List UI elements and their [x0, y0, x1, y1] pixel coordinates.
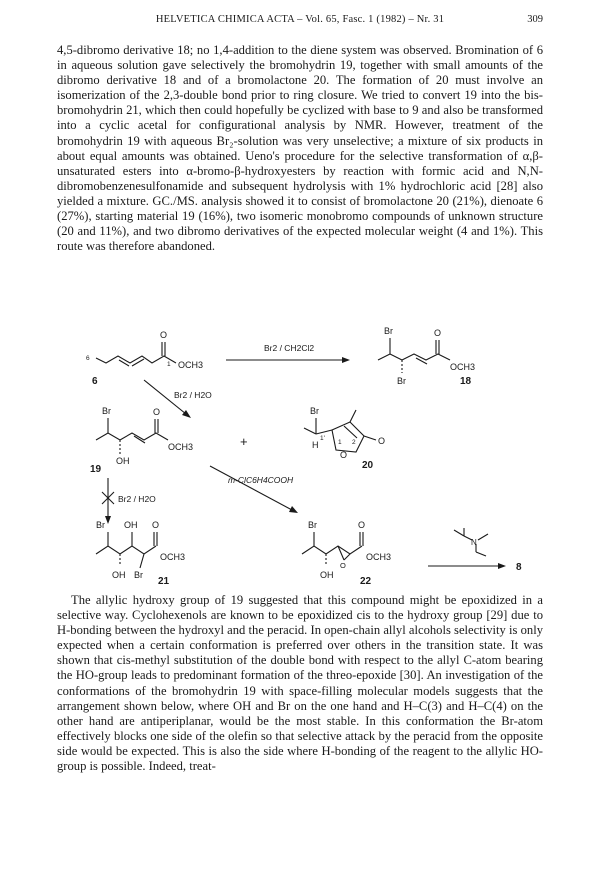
atom-o: O: [160, 330, 168, 340]
reagent-br2-h2o: Br2 / H2O: [174, 390, 212, 400]
compound-number-20: 20: [362, 460, 374, 471]
locant-1p: 1': [320, 435, 325, 442]
atom-o: O: [340, 561, 346, 570]
atom-o: O: [152, 520, 160, 530]
atom-n: N: [471, 538, 477, 547]
atom-h: H: [312, 440, 319, 450]
plus-sign: +: [240, 434, 248, 449]
atom-oh: OH: [124, 520, 138, 530]
arrow-19-to-21: [102, 478, 156, 524]
compound-number-22: 22: [360, 576, 372, 587]
compound-number-8: 8: [516, 562, 522, 573]
compound-number-19: 19: [90, 464, 102, 475]
atom-och3: OCH3: [168, 442, 194, 452]
page-number: 309: [527, 14, 543, 25]
reagent-br2-ch2cl2: Br2 / CH2Cl2: [264, 343, 315, 353]
arrow-6-to-18: [226, 343, 350, 363]
atom-br: Br: [310, 406, 319, 416]
paragraph-2: [57, 593, 543, 774]
compound-number-21: 21: [158, 576, 170, 587]
atom-br: Br: [384, 326, 393, 336]
atom-o: O: [358, 520, 366, 530]
atom-br: Br: [397, 376, 406, 386]
atom-br: Br: [102, 406, 111, 416]
compound-21-structure: [96, 520, 185, 587]
arrow-19-to-22: [210, 466, 298, 513]
compound-19-structure: [90, 406, 193, 475]
reagent-br2-h2o: Br2 / H2O: [118, 494, 156, 504]
paragraph-1: [57, 43, 543, 254]
reaction-scheme: [60, 318, 540, 590]
atom-oh: OH: [112, 570, 126, 580]
paragraph-1-text: 4,5-dibromo derivative 18; no 1,4-addition to the diene system was observed. Bromination of 6 in aqueous solution gave selectively the bromohydrin 19, together with small amounts of the dibromo derivative 18 and of a bromolactone 20. The formation of 20 must involve an isomerization of the 2,3-double bond prior to ring closure. We tried to convert 19 into the bis-bromohydrin 21, which then could hopefully be cyclized with base to 9 and also be transformed into a cyclic acetal for configurational analysis by NMR. However, treatment of the bromohydrin 19 with aqueous Br₂-solution was very unselective; a mixture of six products in about equal amounts was obtained. Ueno's procedure for the selective transformation of α,β-unsaturated esters into α-bromo-β-hydroxyesters by reaction with formic acid and N,N-dibromobenzenesulfonamide and subsequent hydrolysis with 1% hydrochloric acid [28] also yielded a mixture. GC./MS. analysis showed it to consist of bromolactone 20 (21%), dienoate 6 (27%), starting material 19 (16%), two isomeric monobromo compounds of unknown structure (20 and 11%), and two dibromo derivatives of the expected molecular weight (4 and 1%). This route was therefore abandoned.: [57, 43, 543, 254]
reagent-mcpba: m-ClC6H4COOH: [228, 475, 294, 485]
atom-o: O: [340, 450, 348, 460]
compound-18-structure: [378, 326, 475, 387]
locant-2: 2: [352, 439, 356, 446]
page-header: [57, 14, 543, 30]
atom-oh: OH: [116, 456, 130, 466]
atom-br: Br: [134, 570, 143, 580]
locant-1: 1: [167, 361, 171, 368]
compound-6-structure: [86, 330, 203, 387]
running-title: HELVETICA CHIMICA ACTA – Vol. 65, Fasc. 1 (1982) – Nr. 31: [155, 14, 445, 25]
atom-o: O: [434, 328, 442, 338]
compound-22-structure: [302, 520, 391, 587]
paragraph-2-text: The allylic hydroxy group of 19 suggested that this compound might be epoxidized in a selective way. Cyclohexenols are known to be epoxidized cis to the hydroxy group [29] due to H-bonding between the hydroxyl and the peracid. In open-chain allyl alcohols selectivity is only expected when a certain conformation is preferred over others in the transition state. It was shown that cis-methyl substitution of the double bond with respect to the allyl C-atom bearing the HO-group leads to predominant formation of the threo-epoxide [30]. An investigation of the conformations of the bromohydrin 19 with space-filling molecular models suggests that the arrangement shown below, where OH and Br on the one hand and H–C(3) and H–C(4) on the other hand are antiperiplanar, would be the most stable. In this conformation the Br-atom effectively blocks one side of the olefin so that selective attack by the peracid from the opposite side would be expected. This is also the side where H-bonding of the reagent to the allylic HO-group is possible. Indeed, treat-: [57, 593, 543, 774]
locant-6: 6: [86, 355, 90, 362]
atom-och3: OCH3: [160, 552, 186, 562]
atom-och3: OCH3: [366, 552, 392, 562]
base-reagent-structure: [454, 528, 488, 556]
compound-20-structure: [304, 406, 385, 471]
locant-1: 1: [338, 439, 342, 446]
atom-o: O: [378, 436, 386, 446]
atom-och3: OCH3: [178, 360, 204, 370]
atom-o: O: [153, 407, 161, 417]
atom-br: Br: [96, 520, 105, 530]
compound-number-18: 18: [460, 376, 472, 387]
atom-br: Br: [308, 520, 317, 530]
atom-oh: OH: [320, 570, 334, 580]
atom-och3: OCH3: [450, 362, 476, 372]
compound-number-6: 6: [92, 376, 98, 387]
arrow-22-to-8: [428, 562, 522, 573]
